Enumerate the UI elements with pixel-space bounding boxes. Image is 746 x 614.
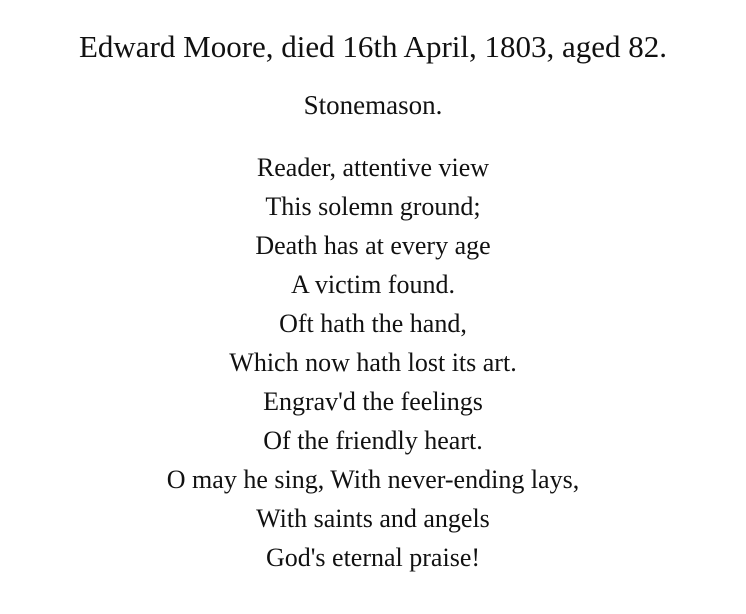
verse-line: Reader, attentive view [256,153,490,182]
verse-line: Engrav'd the feelings [263,387,483,416]
verse-line: This solemn ground; [265,192,481,221]
verse-line: O may he sing, With never-ending lays, [166,465,580,494]
verse-line: A victim found. [291,270,455,299]
verse-line: God's eternal praise! [265,543,481,572]
verse-line: Which now hath lost its art. [229,348,517,377]
epitaph-heading: Edward Moore, died 16th April, 1803, aged 82. [78,29,668,64]
verse-lines [0,148,746,577]
verse-line: With saints and angels [256,504,490,533]
verse-line: Of the friendly heart. [263,426,483,455]
occupation-label: Stonemason. [303,90,443,120]
verse-line: Death has at every age [255,231,491,260]
verse-line: Oft hath the hand, [279,309,467,338]
